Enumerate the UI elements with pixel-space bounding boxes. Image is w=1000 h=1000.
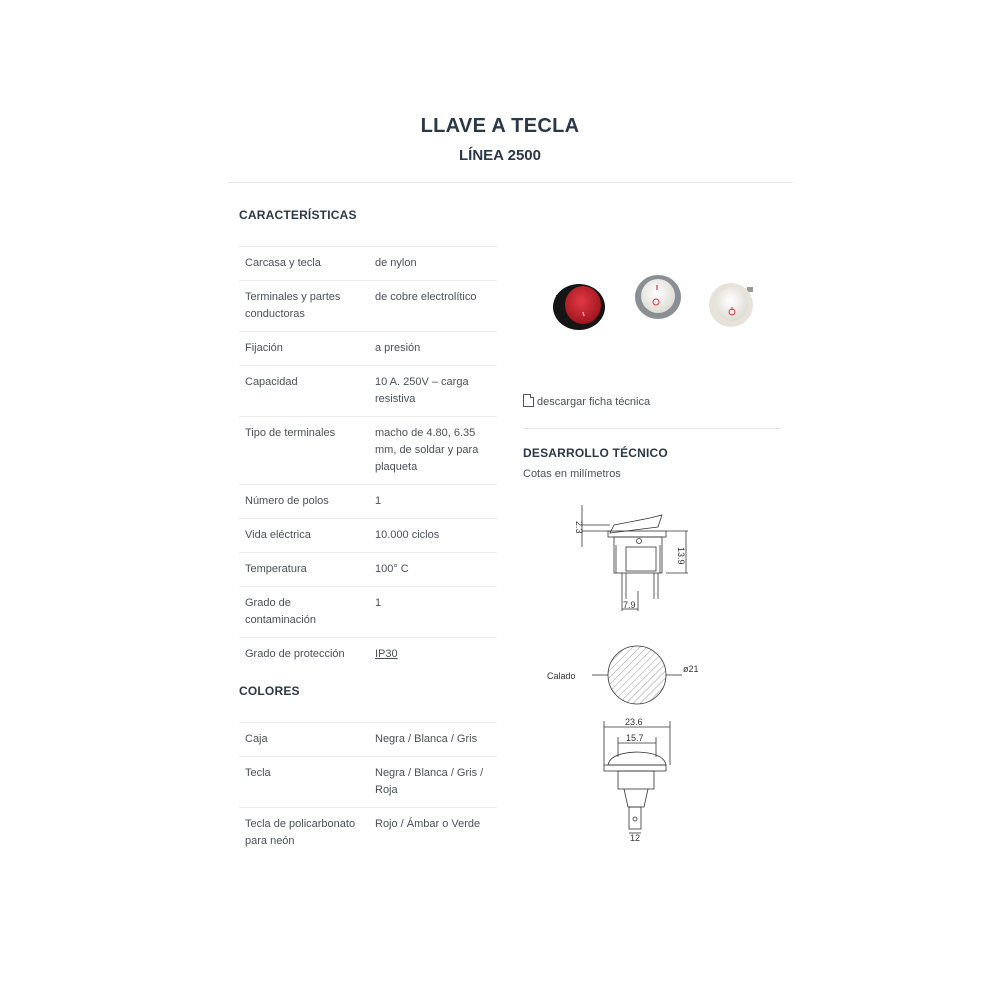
row-key: Número de polos — [239, 485, 369, 519]
switch-red-black — [553, 284, 605, 330]
table-row — [239, 417, 497, 485]
row-value: de nylon — [369, 247, 497, 281]
table-row — [239, 519, 497, 553]
switch-grey-white — [635, 275, 681, 319]
table-row — [239, 366, 497, 417]
table-row — [239, 485, 497, 519]
table-row — [239, 553, 497, 587]
pdf-file-icon — [523, 394, 534, 407]
row-value: 10.000 ciclos — [369, 519, 497, 553]
row-key: Tecla de policarbonato para neón — [239, 808, 369, 859]
row-value: Rojo / Ámbar o Verde — [369, 808, 497, 859]
desarrollo-heading: DESARROLLO TÉCNICO — [523, 446, 668, 460]
table-row — [239, 587, 497, 638]
table-row — [239, 332, 497, 366]
row-key: Grado de contaminación — [239, 587, 369, 638]
mounting-hole-view — [592, 646, 682, 704]
table-row — [239, 281, 497, 332]
product-photo-illustration — [523, 255, 781, 365]
caracteristicas-heading: CARACTERÍSTICAS — [239, 208, 357, 222]
row-key: Tipo de terminales — [239, 417, 369, 485]
row-value: macho de 4.80, 6.35 mm, de soldar y para plaqueta — [369, 417, 497, 485]
dim-23-6: 23.6 — [625, 717, 643, 727]
colores-table — [239, 722, 497, 858]
row-key: Caja — [239, 723, 369, 757]
dim-7-9: 7.9 — [623, 600, 636, 610]
table-row — [239, 638, 497, 672]
row-key: Tecla — [239, 757, 369, 808]
page-subtitle: LÍNEA 2500 — [459, 147, 541, 164]
table-row — [239, 808, 497, 859]
row-key: Grado de protección — [239, 638, 369, 672]
row-value[interactable]: IP30 — [369, 638, 497, 672]
table-row — [239, 723, 497, 757]
dim-15-7: 15.7 — [626, 733, 644, 743]
download-label[interactable]: descargar ficha técnica — [537, 396, 651, 408]
dim-13-9: 13.9 — [676, 547, 686, 565]
row-key: Fijación — [239, 332, 369, 366]
row-key: Temperatura — [239, 553, 369, 587]
side-view — [582, 505, 688, 611]
desarrollo-description: Cotas en milímetros — [523, 468, 621, 480]
row-key: Carcasa y tecla — [239, 247, 369, 281]
download-datasheet-link[interactable] — [523, 394, 650, 408]
row-value: 10 A. 250V – carga resistiva — [369, 366, 497, 417]
row-value: Negra / Blanca / Gris / Roja — [369, 757, 497, 808]
dim-diam-21: ø21 — [683, 664, 699, 674]
page-title: LLAVE A TECLA — [420, 115, 580, 137]
row-value: 1 — [369, 587, 497, 638]
row-key: Capacidad — [239, 366, 369, 417]
dim-12: 12 — [630, 833, 641, 843]
caracteristicas-table — [239, 246, 497, 671]
product-photos — [523, 255, 781, 365]
table-row — [239, 757, 497, 808]
table-row — [239, 247, 497, 281]
row-value: a presión — [369, 332, 497, 366]
download-divider — [523, 428, 781, 429]
row-value: 100° C — [369, 553, 497, 587]
dim-2-3: 2.3 — [574, 521, 584, 534]
row-value: Negra / Blanca / Gris — [369, 723, 497, 757]
row-value: 1 — [369, 485, 497, 519]
switch-white — [709, 283, 753, 327]
technical-drawing — [530, 495, 730, 855]
header-divider — [228, 182, 793, 183]
row-key: Terminales y partes conductoras — [239, 281, 369, 332]
row-value: de cobre electrolítico — [369, 281, 497, 332]
calado-label: Calado — [547, 671, 576, 681]
colores-heading: COLORES — [239, 684, 300, 698]
row-key: Vida eléctrica — [239, 519, 369, 553]
